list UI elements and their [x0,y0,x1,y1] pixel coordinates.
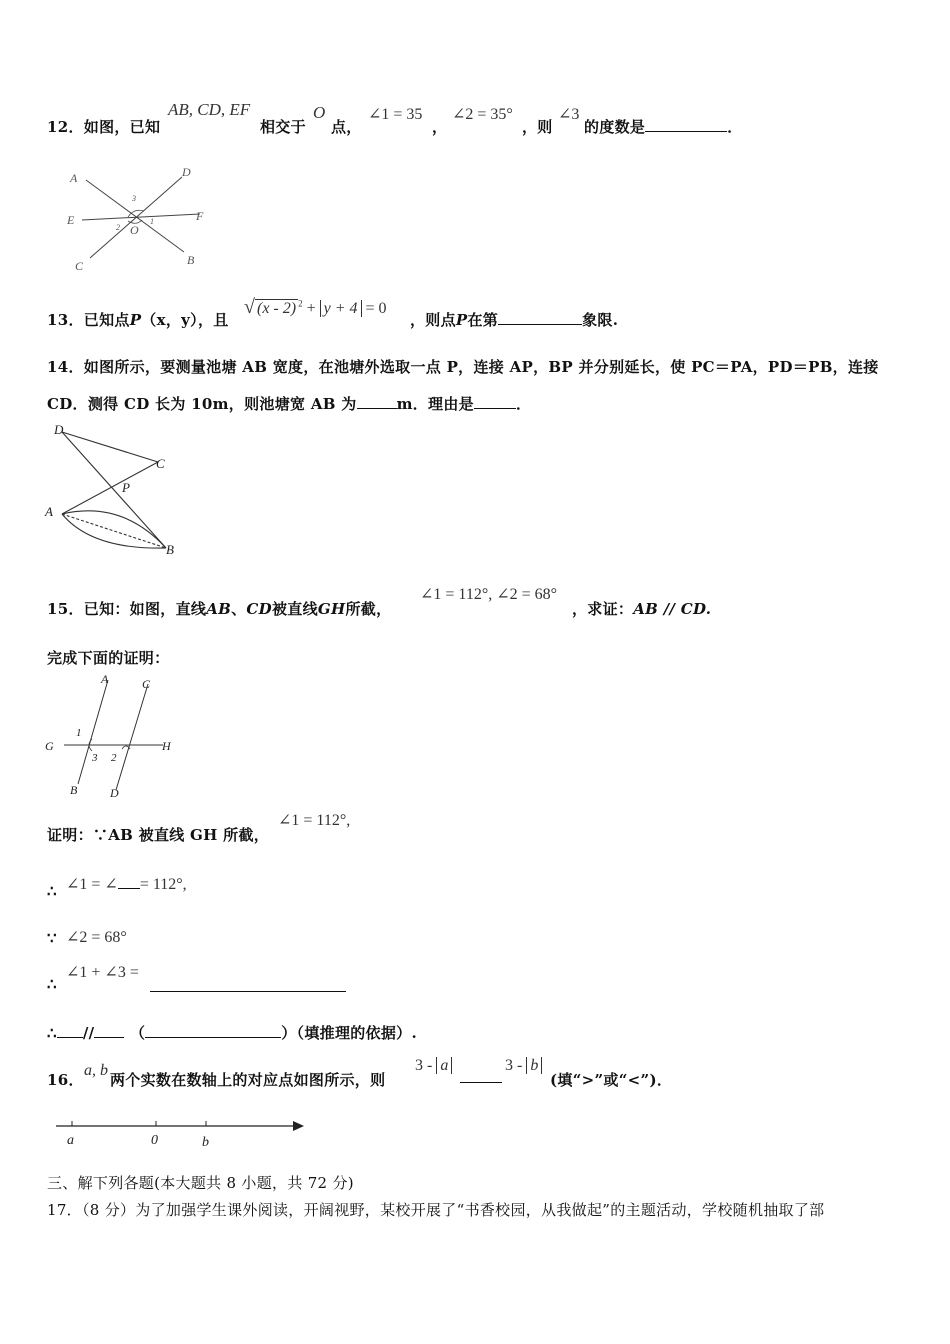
q12-label-1: 1 [150,217,154,226]
q15-proof-line3: ∠2 = 68° [66,929,127,946]
q12-point-o: O [313,103,326,122]
q15-label-d: D [110,786,119,800]
q14-line2: CD．测得 CD 长为 10m，则池塘宽 AB 为 m．理由是 ． [47,395,532,413]
section-3-heading: 三、解下列各题(本大题共 8 小题，共 72 分) [47,1174,354,1192]
q16-num: 16． [47,1071,84,1089]
q12-answer-blank[interactable] [645,119,727,132]
q15-proof-line4: ∠1 + ∠3 = [66,964,139,981]
q15-proof-line1-math: ∠1 = 112°, [278,812,351,829]
q15-line1-blank[interactable] [57,1025,83,1038]
q16-axis-zero: 0 [151,1133,158,1148]
q16-text: 两个实数在数轴上的对应点如图所示，则 [110,1071,386,1089]
q15-label-h: H [162,739,171,753]
q12-text-2: 相交于 [260,118,306,136]
q15-because: ∵ [47,929,57,947]
q15-label-1: 1 [76,727,82,739]
q15-sum-blank[interactable] [150,991,346,992]
q12-text: 12．如图，已知 [47,118,161,136]
q12-angle1: ∠1 = 35 [368,106,423,123]
q15-reason-blank[interactable] [145,1025,281,1038]
q15-therefore-1: ∴ [47,882,57,900]
q15-label-a: A [101,672,109,686]
q16-blank-wrap [460,1069,502,1087]
q16-expr1: 3 - a [415,1057,452,1075]
q12-label-e: E [67,213,75,227]
q14-label-c: C [156,456,165,471]
q14-label-b: B [166,542,174,557]
q15-complete-proof: 完成下面的证明： [47,649,170,667]
q14-width-blank[interactable] [357,396,397,409]
q17-text: 17．（8 分）为了加强学生课外阅读，开阔视野，某校开展了“书香校园，从我做起”的主题活动，学校随机抽取了部 [47,1201,825,1219]
q15-figure [40,672,190,802]
q13-text: 13．已知点P（x，y），且 [47,311,229,329]
q15-proof-line1: 证明：∵AB 被直线 GH 所截， [47,826,270,844]
q16-axis-a: a [67,1133,74,1148]
q13-answer-blank[interactable] [498,312,582,325]
q14-figure [40,418,190,560]
q15-label-2: 2 [111,752,117,764]
q12-figure [60,160,220,275]
q15-label-b: B [70,783,78,797]
q14-label-a: A [45,504,53,519]
q12-label-o: O [130,223,139,237]
q12-angle2: ∠2 = 35° [452,106,513,123]
q15-proof-line5: ∴ // （ ）（填推理的依据）. [47,1024,417,1042]
q16-expr2: 3 - b [505,1057,542,1075]
q12-sep: ， [432,118,448,136]
q15-label-g: G [45,739,54,753]
q15-line2-blank[interactable] [94,1025,124,1038]
q14-reason-blank[interactable] [474,396,516,409]
q12-label-d: D [182,165,191,179]
q16-axis-b: b [202,1135,209,1150]
q13-text-2: ，则点P在第 象限. [410,311,619,329]
q16-text-2: (填“>”或“<”)． [550,1071,673,1089]
q12-angle3: ∠3 [558,106,580,123]
q15-therefore-2: ∴ [47,975,57,993]
q12-label-a: A [70,171,78,185]
q12-label-3: 3 [132,194,136,203]
q12-text-3: 点， [331,118,362,136]
q15-label-c: C [142,677,151,691]
q15-text: 15．已知：如图，直线AB、CD被直线GH所截， [47,600,392,618]
q15-proof-line2: ∠1 = ∠ = 112°, [66,870,187,894]
q13-expression: √ (x - 2) $^2$ + y + 4 = 0 [244,296,387,318]
q14-line1: 14．如图所示，要测量池塘 AB 宽度，在池塘外选取一点 P，连接 AP，BP 并分别延长，使 PC＝PA，PD＝PB，连接 [47,358,879,376]
q12-text-5: 的度数是 ． [584,118,743,136]
q15-angle-blank[interactable] [118,870,140,889]
q12-lines-math: AB, CD, EF [168,100,251,119]
q16-number-line [50,1112,312,1152]
q14-label-d: D [54,422,64,437]
q12-label-b: B [187,253,195,267]
q16-ab: a, b [84,1062,108,1079]
q12-label-f: F [196,209,204,223]
q14-label-p: P [122,480,130,495]
q16-compare-blank[interactable] [460,1070,502,1083]
q12-label-c: C [75,259,84,273]
q15-condition: ∠1 = 112°, ∠2 = 68° [420,586,558,603]
q12-label-2: 2 [116,223,120,232]
q12-text-4: ，则 [522,118,553,136]
q15-label-3: 3 [92,752,98,764]
q15-text-2: ，求证：AB // CD. [572,600,712,618]
